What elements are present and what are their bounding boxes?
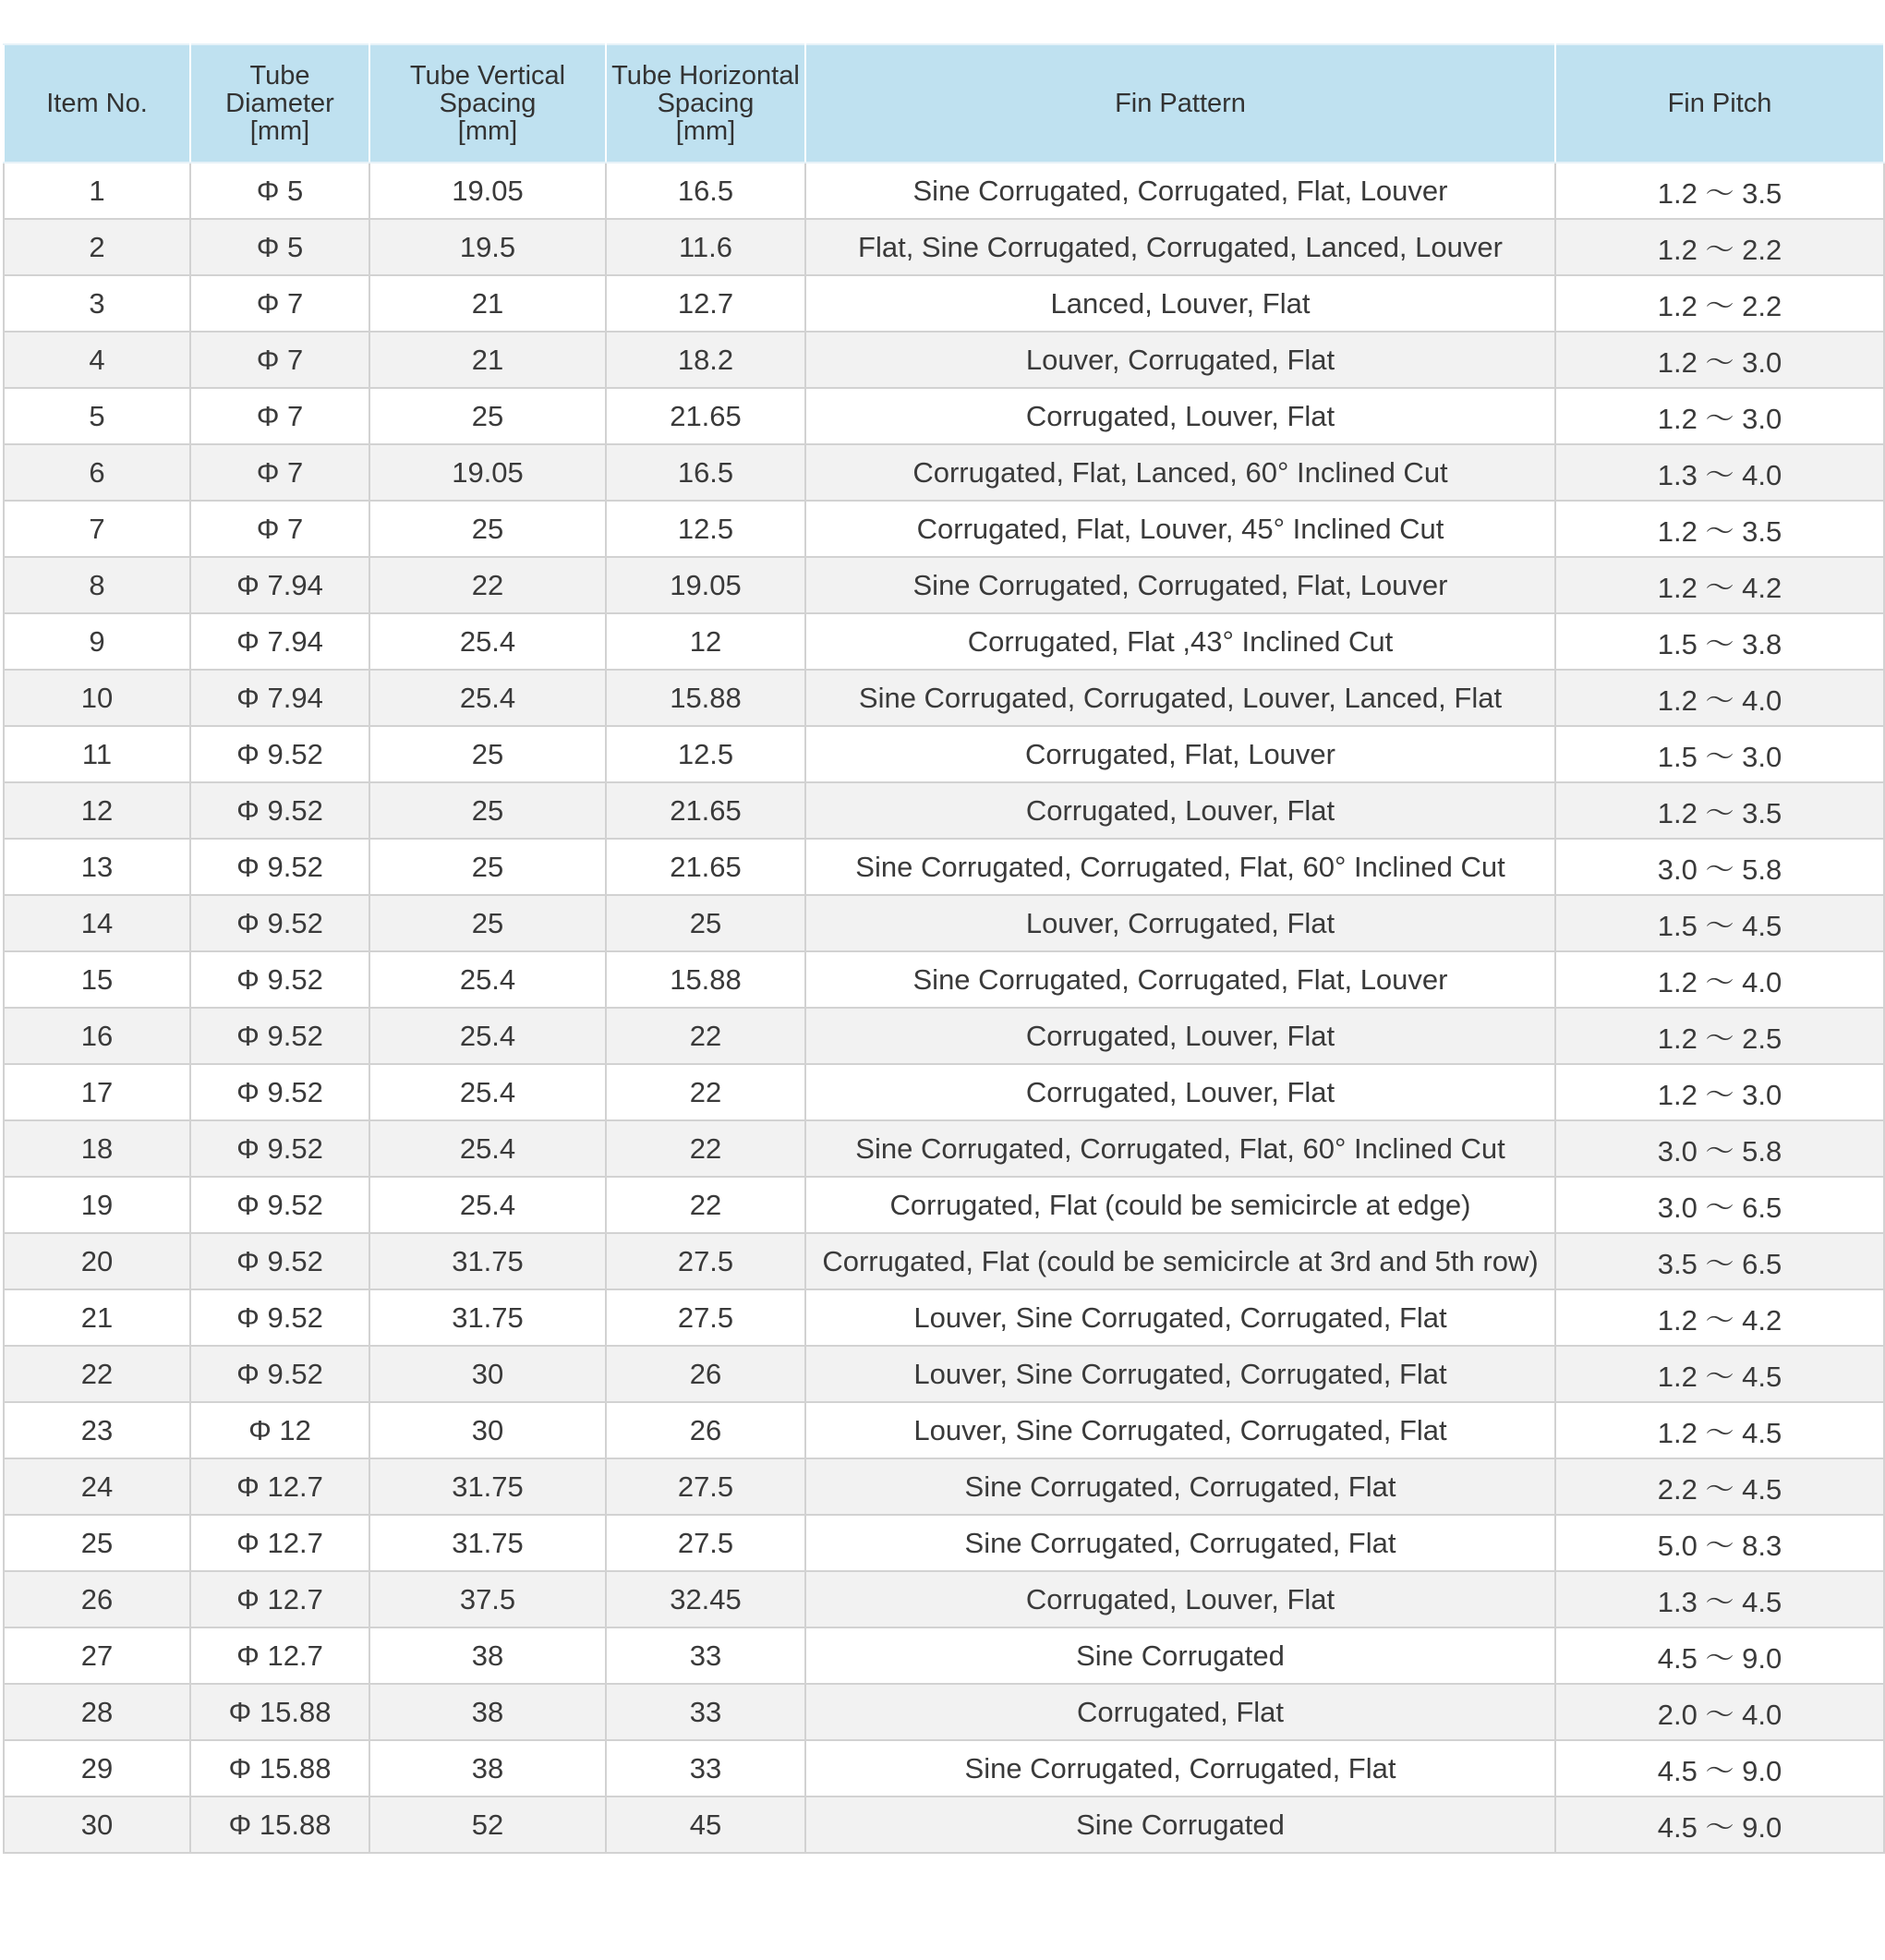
cell-item-no: 15: [4, 951, 190, 1008]
cell-item-no: 14: [4, 895, 190, 951]
table-row: [4, 726, 1884, 782]
cell-fin-pitch: 1.5 ～ 3.0: [1555, 726, 1884, 782]
cell-fin-pattern: Corrugated, Flat (could be semicircle at 3rd and 5th row): [805, 1233, 1555, 1289]
cell-item-no: 19: [4, 1177, 190, 1233]
table-row: [4, 1346, 1884, 1402]
cell-tube-vertical-spacing: 25: [369, 782, 606, 839]
cell-tube-horizontal-spacing: 12.5: [606, 726, 805, 782]
cell-tube-vertical-spacing: 22: [369, 557, 606, 613]
cell-fin-pattern: Corrugated, Flat, Louver, 45° Inclined Cut: [805, 501, 1555, 557]
cell-fin-pattern: Lanced, Louver, Flat: [805, 275, 1555, 332]
fin-spec-table-container: [3, 43, 1883, 1854]
cell-item-no: 30: [4, 1797, 190, 1853]
cell-item-no: 20: [4, 1233, 190, 1289]
table-row: [4, 782, 1884, 839]
cell-tube-diameter: Φ 9.52: [190, 951, 369, 1008]
header-tube-horizontal-spacing: [606, 44, 805, 163]
cell-fin-pattern: Corrugated, Flat: [805, 1684, 1555, 1740]
cell-tube-vertical-spacing: 25.4: [369, 1008, 606, 1064]
cell-tube-vertical-spacing: 25.4: [369, 951, 606, 1008]
table-row: [4, 1458, 1884, 1515]
cell-tube-vertical-spacing: 38: [369, 1684, 606, 1740]
cell-tube-vertical-spacing: 25.4: [369, 670, 606, 726]
cell-fin-pattern: Sine Corrugated, Corrugated, Flat, Louver: [805, 951, 1555, 1008]
cell-tube-diameter: Φ 9.52: [190, 1289, 369, 1346]
table-row: [4, 1008, 1884, 1064]
cell-item-no: 29: [4, 1740, 190, 1797]
table-row: [4, 163, 1884, 219]
cell-tube-diameter: Φ 9.52: [190, 1120, 369, 1177]
cell-fin-pitch: 3.0 ～ 5.8: [1555, 839, 1884, 895]
cell-item-no: 13: [4, 839, 190, 895]
cell-item-no: 5: [4, 388, 190, 444]
cell-tube-horizontal-spacing: 16.5: [606, 163, 805, 219]
cell-fin-pattern: Louver, Corrugated, Flat: [805, 332, 1555, 388]
cell-item-no: 27: [4, 1627, 190, 1684]
cell-tube-horizontal-spacing: 33: [606, 1684, 805, 1740]
cell-item-no: 24: [4, 1458, 190, 1515]
cell-tube-horizontal-spacing: 22: [606, 1120, 805, 1177]
cell-tube-diameter: Φ 5: [190, 163, 369, 219]
cell-fin-pattern: Sine Corrugated, Corrugated, Flat: [805, 1740, 1555, 1797]
cell-tube-diameter: Φ 7.94: [190, 613, 369, 670]
cell-tube-diameter: Φ 9.52: [190, 895, 369, 951]
cell-fin-pattern: Sine Corrugated, Corrugated, Louver, Lanced, Flat: [805, 670, 1555, 726]
cell-item-no: 25: [4, 1515, 190, 1571]
table-row: [4, 557, 1884, 613]
cell-tube-horizontal-spacing: 26: [606, 1346, 805, 1402]
table-row: [4, 613, 1884, 670]
cell-tube-diameter: Φ 9.52: [190, 1346, 369, 1402]
cell-fin-pattern: Corrugated, Flat, Lanced, 60° Inclined Cut: [805, 444, 1555, 501]
table-row: [4, 1233, 1884, 1289]
cell-fin-pattern: Corrugated, Louver, Flat: [805, 1064, 1555, 1120]
cell-tube-vertical-spacing: 25.4: [369, 613, 606, 670]
cell-fin-pattern: Sine Corrugated, Corrugated, Flat: [805, 1458, 1555, 1515]
cell-tube-diameter: Φ 12.7: [190, 1515, 369, 1571]
cell-tube-diameter: Φ 15.88: [190, 1740, 369, 1797]
cell-tube-diameter: Φ 7: [190, 332, 369, 388]
cell-tube-vertical-spacing: 31.75: [369, 1458, 606, 1515]
header-fin-pitch-line: Fin Pitch: [1667, 89, 1772, 118]
cell-tube-vertical-spacing: 25.4: [369, 1177, 606, 1233]
header-item-no: [4, 44, 190, 163]
cell-tube-vertical-spacing: 21: [369, 332, 606, 388]
cell-fin-pitch: 1.2 ～ 4.2: [1555, 1289, 1884, 1346]
cell-tube-horizontal-spacing: 22: [606, 1064, 805, 1120]
cell-tube-vertical-spacing: 19.5: [369, 219, 606, 275]
table-row: [4, 895, 1884, 951]
cell-tube-horizontal-spacing: 33: [606, 1627, 805, 1684]
cell-item-no: 6: [4, 444, 190, 501]
cell-tube-vertical-spacing: 52: [369, 1797, 606, 1853]
header-tube-diameter-line: [mm]: [249, 116, 310, 146]
table-row: [4, 1684, 1884, 1740]
table-row: [4, 1064, 1884, 1120]
table-row: [4, 1120, 1884, 1177]
cell-tube-vertical-spacing: 37.5: [369, 1571, 606, 1627]
fin-spec-table: [3, 43, 1885, 1854]
cell-fin-pattern: Sine Corrugated: [805, 1797, 1555, 1853]
cell-tube-horizontal-spacing: 27.5: [606, 1458, 805, 1515]
cell-tube-diameter: Φ 9.52: [190, 782, 369, 839]
cell-fin-pattern: Louver, Sine Corrugated, Corrugated, Flat: [805, 1289, 1555, 1346]
cell-tube-vertical-spacing: 25: [369, 726, 606, 782]
cell-fin-pitch: 1.2 ～ 2.2: [1555, 275, 1884, 332]
cell-tube-horizontal-spacing: 22: [606, 1177, 805, 1233]
cell-fin-pattern: Sine Corrugated, Corrugated, Flat, 60° Inclined Cut: [805, 1120, 1555, 1177]
table-header: [4, 44, 1884, 163]
cell-tube-diameter: Φ 7: [190, 275, 369, 332]
cell-tube-horizontal-spacing: 12.7: [606, 275, 805, 332]
cell-item-no: 3: [4, 275, 190, 332]
cell-item-no: 16: [4, 1008, 190, 1064]
cell-tube-diameter: Φ 12: [190, 1402, 369, 1458]
cell-fin-pattern: Corrugated, Flat ,43° Inclined Cut: [805, 613, 1555, 670]
cell-fin-pitch: 1.2 ～ 3.5: [1555, 163, 1884, 219]
table-row: [4, 1402, 1884, 1458]
table-row: [4, 951, 1884, 1008]
cell-tube-diameter: Φ 9.52: [190, 1177, 369, 1233]
table-row: [4, 275, 1884, 332]
cell-tube-vertical-spacing: 25: [369, 895, 606, 951]
cell-fin-pitch: 1.2 ～ 3.0: [1555, 388, 1884, 444]
cell-tube-horizontal-spacing: 45: [606, 1797, 805, 1853]
cell-item-no: 8: [4, 557, 190, 613]
cell-tube-diameter: Φ 12.7: [190, 1571, 369, 1627]
cell-tube-diameter: Φ 5: [190, 219, 369, 275]
cell-tube-vertical-spacing: 30: [369, 1346, 606, 1402]
header-tube-horizontal-spacing-line: [mm]: [675, 116, 736, 146]
cell-tube-diameter: Φ 15.88: [190, 1797, 369, 1853]
cell-fin-pitch: 1.2 ～ 3.5: [1555, 501, 1884, 557]
header-tube-diameter: [190, 44, 369, 163]
table-row: [4, 1177, 1884, 1233]
cell-tube-horizontal-spacing: 15.88: [606, 670, 805, 726]
table-row: [4, 1515, 1884, 1571]
cell-tube-horizontal-spacing: 26: [606, 1402, 805, 1458]
table-row: [4, 501, 1884, 557]
header-item-no-line: Item No.: [46, 89, 148, 118]
table-row: [4, 1571, 1884, 1627]
cell-tube-diameter: Φ 7: [190, 501, 369, 557]
table-row: [4, 1627, 1884, 1684]
cell-tube-vertical-spacing: 25: [369, 388, 606, 444]
cell-fin-pitch: 1.2 ～ 4.2: [1555, 557, 1884, 613]
header-tube-horizontal-spacing-line: Spacing: [657, 89, 755, 118]
cell-tube-horizontal-spacing: 19.05: [606, 557, 805, 613]
cell-item-no: 2: [4, 219, 190, 275]
cell-fin-pitch: 4.5 ～ 9.0: [1555, 1627, 1884, 1684]
cell-item-no: 11: [4, 726, 190, 782]
cell-fin-pitch: 4.5 ～ 9.0: [1555, 1797, 1884, 1853]
cell-tube-diameter: Φ 12.7: [190, 1458, 369, 1515]
cell-tube-vertical-spacing: 21: [369, 275, 606, 332]
cell-item-no: 22: [4, 1346, 190, 1402]
cell-tube-diameter: Φ 9.52: [190, 1233, 369, 1289]
cell-fin-pattern: Louver, Sine Corrugated, Corrugated, Flat: [805, 1402, 1555, 1458]
header-fin-pattern-line: Fin Pattern: [1115, 89, 1246, 118]
cell-item-no: 18: [4, 1120, 190, 1177]
cell-tube-horizontal-spacing: 12: [606, 613, 805, 670]
cell-item-no: 7: [4, 501, 190, 557]
cell-fin-pitch: 2.2 ～ 4.5: [1555, 1458, 1884, 1515]
cell-tube-vertical-spacing: 25: [369, 839, 606, 895]
cell-tube-horizontal-spacing: 21.65: [606, 782, 805, 839]
cell-fin-pattern: Corrugated, Flat (could be semicircle at edge): [805, 1177, 1555, 1233]
cell-tube-diameter: Φ 9.52: [190, 1008, 369, 1064]
cell-item-no: 4: [4, 332, 190, 388]
header-tube-vertical-spacing-line: [mm]: [457, 116, 518, 146]
cell-tube-horizontal-spacing: 15.88: [606, 951, 805, 1008]
cell-fin-pitch: 3.5 ～ 6.5: [1555, 1233, 1884, 1289]
cell-fin-pattern: Sine Corrugated: [805, 1627, 1555, 1684]
header-tube-vertical-spacing-line: Tube Vertical: [409, 61, 566, 91]
header-row: [4, 44, 1884, 163]
cell-tube-vertical-spacing: 38: [369, 1740, 606, 1797]
cell-fin-pitch: 1.2 ～ 2.2: [1555, 219, 1884, 275]
header-fin-pattern: [805, 44, 1555, 163]
table-row: [4, 1740, 1884, 1797]
cell-fin-pattern: Sine Corrugated, Corrugated, Flat, 60° Inclined Cut: [805, 839, 1555, 895]
cell-fin-pitch: 1.2 ～ 4.5: [1555, 1346, 1884, 1402]
cell-fin-pattern: Corrugated, Louver, Flat: [805, 388, 1555, 444]
table-row: [4, 1289, 1884, 1346]
table-row: [4, 444, 1884, 501]
cell-fin-pitch: 1.2 ～ 2.5: [1555, 1008, 1884, 1064]
cell-item-no: 17: [4, 1064, 190, 1120]
cell-tube-vertical-spacing: 30: [369, 1402, 606, 1458]
cell-item-no: 9: [4, 613, 190, 670]
cell-tube-vertical-spacing: 31.75: [369, 1289, 606, 1346]
cell-item-no: 1: [4, 163, 190, 219]
cell-tube-horizontal-spacing: 27.5: [606, 1289, 805, 1346]
cell-item-no: 28: [4, 1684, 190, 1740]
cell-fin-pitch: 2.0 ～ 4.0: [1555, 1684, 1884, 1740]
cell-tube-vertical-spacing: 31.75: [369, 1515, 606, 1571]
cell-tube-horizontal-spacing: 33: [606, 1740, 805, 1797]
cell-fin-pattern: Louver, Corrugated, Flat: [805, 895, 1555, 951]
cell-fin-pitch: 1.3 ～ 4.5: [1555, 1571, 1884, 1627]
cell-fin-pattern: Sine Corrugated, Corrugated, Flat: [805, 1515, 1555, 1571]
cell-tube-vertical-spacing: 19.05: [369, 444, 606, 501]
cell-tube-vertical-spacing: 19.05: [369, 163, 606, 219]
cell-tube-diameter: Φ 7: [190, 388, 369, 444]
cell-tube-vertical-spacing: 25.4: [369, 1064, 606, 1120]
cell-tube-diameter: Φ 9.52: [190, 839, 369, 895]
cell-fin-pattern: Corrugated, Louver, Flat: [805, 782, 1555, 839]
cell-fin-pitch: 1.2 ～ 4.0: [1555, 670, 1884, 726]
cell-fin-pattern: Sine Corrugated, Corrugated, Flat, Louver: [805, 557, 1555, 613]
cell-fin-pattern: Corrugated, Flat, Louver: [805, 726, 1555, 782]
cell-fin-pitch: 3.0 ～ 5.8: [1555, 1120, 1884, 1177]
cell-tube-diameter: Φ 7.94: [190, 670, 369, 726]
cell-tube-horizontal-spacing: 12.5: [606, 501, 805, 557]
table-row: [4, 839, 1884, 895]
header-tube-vertical-spacing-line: Spacing: [439, 89, 537, 118]
cell-tube-diameter: Φ 7: [190, 444, 369, 501]
cell-tube-horizontal-spacing: 11.6: [606, 219, 805, 275]
cell-fin-pitch: 1.2 ～ 4.5: [1555, 1402, 1884, 1458]
cell-tube-horizontal-spacing: 32.45: [606, 1571, 805, 1627]
cell-fin-pattern: Corrugated, Louver, Flat: [805, 1571, 1555, 1627]
cell-fin-pitch: 1.2 ～ 3.0: [1555, 332, 1884, 388]
cell-tube-horizontal-spacing: 16.5: [606, 444, 805, 501]
cell-fin-pitch: 1.2 ～ 4.0: [1555, 951, 1884, 1008]
cell-item-no: 26: [4, 1571, 190, 1627]
table-row: [4, 670, 1884, 726]
cell-tube-vertical-spacing: 25.4: [369, 1120, 606, 1177]
cell-tube-vertical-spacing: 25: [369, 501, 606, 557]
cell-tube-vertical-spacing: 38: [369, 1627, 606, 1684]
cell-fin-pitch: 1.2 ～ 3.5: [1555, 782, 1884, 839]
cell-fin-pitch: 5.0 ～ 8.3: [1555, 1515, 1884, 1571]
cell-fin-pitch: 4.5 ～ 9.0: [1555, 1740, 1884, 1797]
cell-tube-vertical-spacing: 31.75: [369, 1233, 606, 1289]
header-fin-pitch: [1555, 44, 1884, 163]
cell-fin-pitch: 1.5 ～ 3.8: [1555, 613, 1884, 670]
table-row: [4, 332, 1884, 388]
cell-tube-horizontal-spacing: 21.65: [606, 388, 805, 444]
table-row: [4, 219, 1884, 275]
cell-tube-diameter: Φ 9.52: [190, 726, 369, 782]
cell-fin-pitch: 1.2 ～ 3.0: [1555, 1064, 1884, 1120]
cell-tube-horizontal-spacing: 21.65: [606, 839, 805, 895]
cell-tube-diameter: Φ 15.88: [190, 1684, 369, 1740]
table-row: [4, 388, 1884, 444]
cell-fin-pitch: 3.0 ～ 6.5: [1555, 1177, 1884, 1233]
cell-item-no: 23: [4, 1402, 190, 1458]
cell-fin-pattern: Sine Corrugated, Corrugated, Flat, Louver: [805, 163, 1555, 219]
header-tube-vertical-spacing: [369, 44, 606, 163]
cell-tube-horizontal-spacing: 27.5: [606, 1515, 805, 1571]
cell-tube-diameter: Φ 9.52: [190, 1064, 369, 1120]
header-tube-horizontal-spacing-line: Tube Horizontal: [611, 61, 800, 91]
cell-fin-pitch: 1.3 ～ 4.0: [1555, 444, 1884, 501]
table-body: [4, 163, 1884, 1853]
cell-item-no: 21: [4, 1289, 190, 1346]
cell-tube-diameter: Φ 12.7: [190, 1627, 369, 1684]
cell-fin-pattern: Flat, Sine Corrugated, Corrugated, Lanced, Louver: [805, 219, 1555, 275]
table-row: [4, 1797, 1884, 1853]
header-tube-diameter-line: Tube: [249, 61, 310, 91]
cell-fin-pitch: 1.5 ～ 4.5: [1555, 895, 1884, 951]
cell-tube-horizontal-spacing: 22: [606, 1008, 805, 1064]
cell-item-no: 12: [4, 782, 190, 839]
cell-item-no: 10: [4, 670, 190, 726]
cell-tube-horizontal-spacing: 18.2: [606, 332, 805, 388]
cell-fin-pattern: Louver, Sine Corrugated, Corrugated, Flat: [805, 1346, 1555, 1402]
cell-fin-pattern: Corrugated, Louver, Flat: [805, 1008, 1555, 1064]
cell-tube-horizontal-spacing: 27.5: [606, 1233, 805, 1289]
cell-tube-diameter: Φ 7.94: [190, 557, 369, 613]
cell-tube-horizontal-spacing: 25: [606, 895, 805, 951]
header-tube-diameter-line: Diameter: [225, 89, 334, 118]
